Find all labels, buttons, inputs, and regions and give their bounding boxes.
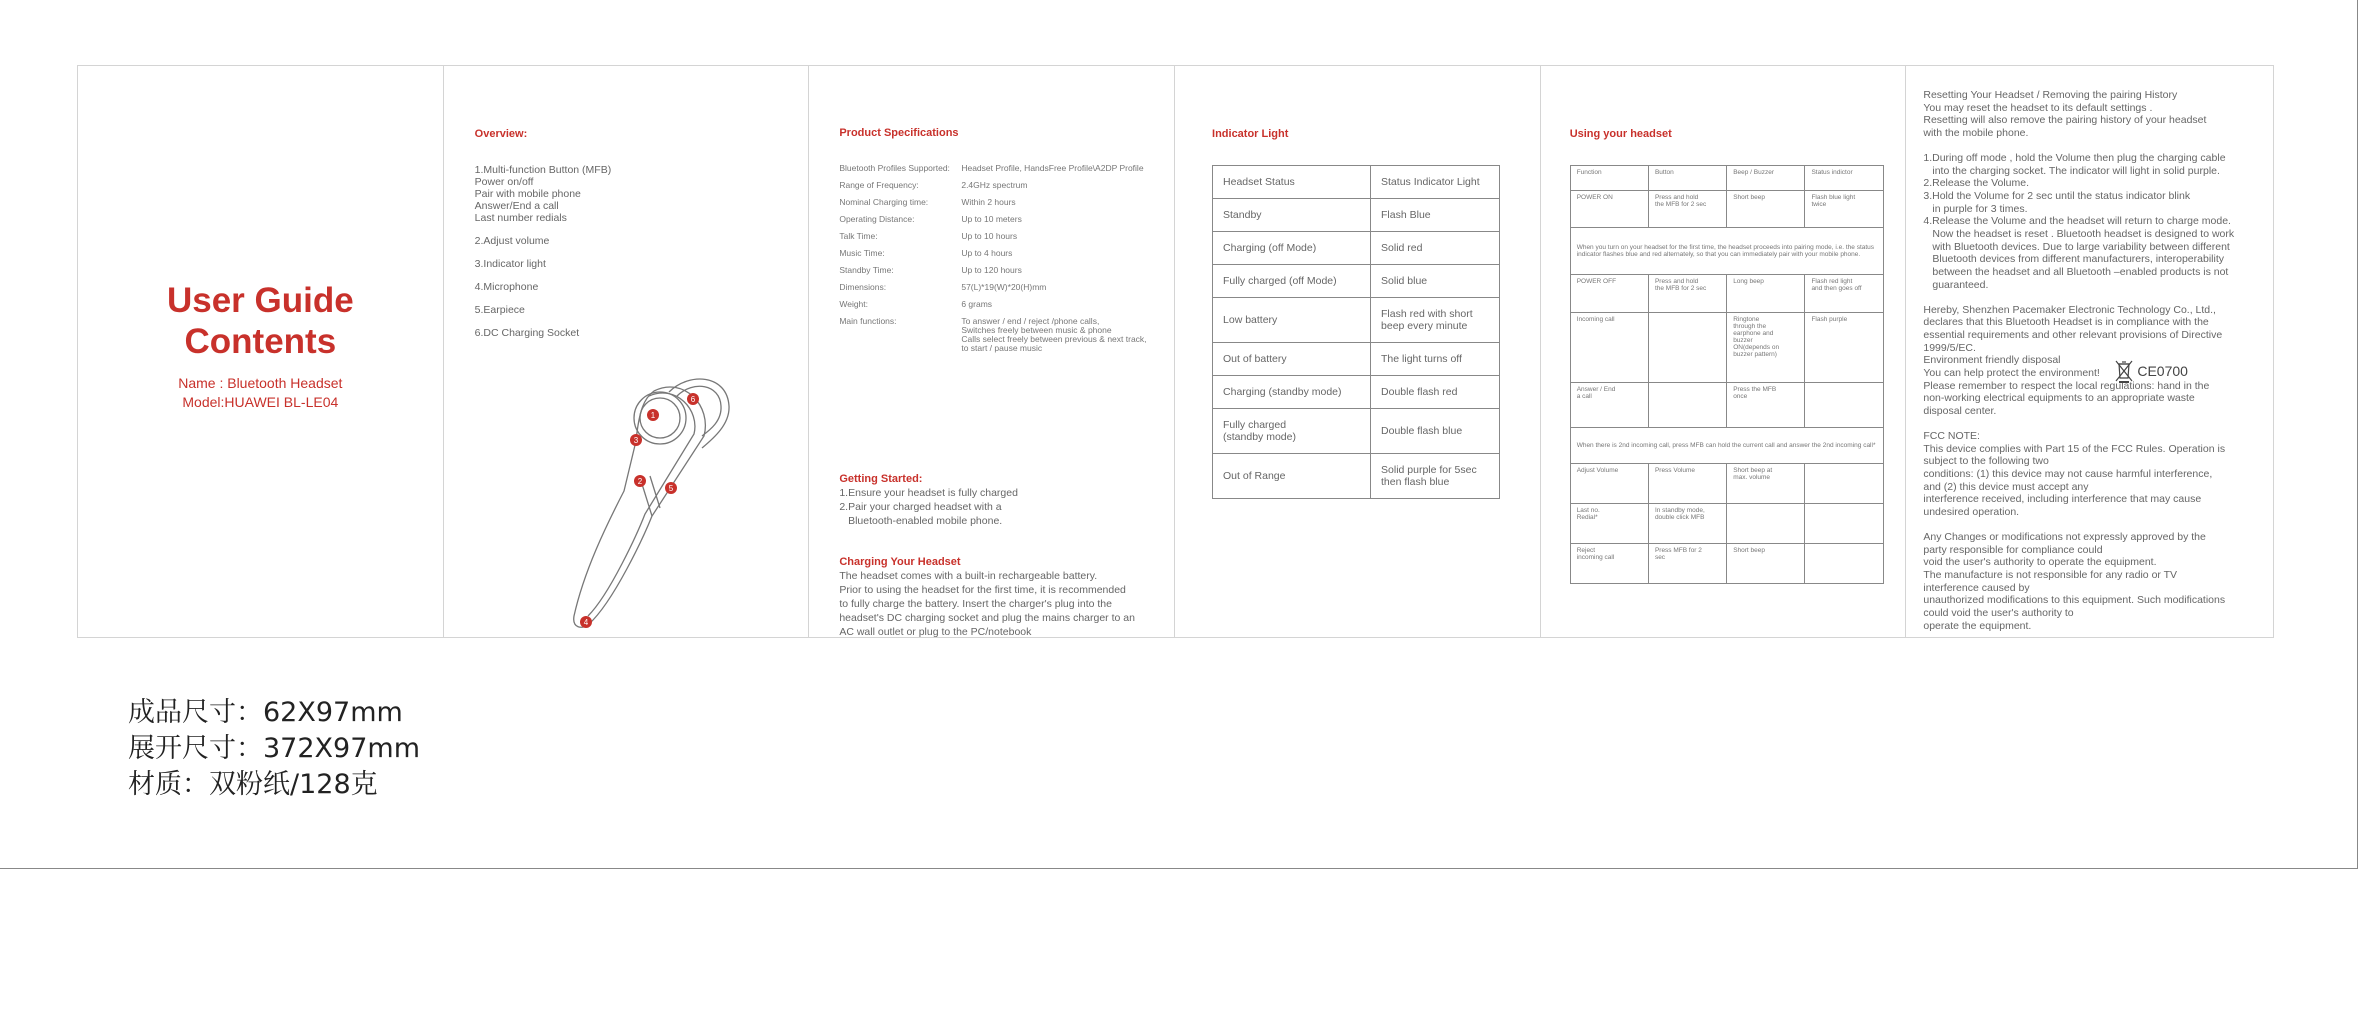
cover-title: [78, 280, 443, 362]
using-cell: Short beep: [1727, 544, 1805, 584]
overview-line: Power on/off: [474, 176, 534, 188]
spec-key: Music Time:: [839, 248, 885, 258]
getting-started-line: 2.Pair your charged headset with a: [839, 501, 1002, 513]
using-table: [1570, 165, 1884, 584]
charging-section: [839, 555, 1175, 637]
specs-title: Product Specifications: [839, 127, 959, 139]
legal-line: with the mobile phone.: [1923, 127, 2029, 140]
indicator-light: Flash Blue: [1371, 199, 1500, 232]
overview-item: [475, 327, 795, 339]
step-line: in purple for 3 times.: [1932, 202, 2028, 215]
indicator-light: Solid purple for 5sec then flash blue: [1371, 454, 1500, 499]
getting-started-text: [839, 486, 1175, 528]
using-cell: Ringtone through the earphone and buzzer ON(depends on buzzer pattern): [1727, 313, 1805, 383]
product-name: Name : Bluetooth Headset: [178, 375, 343, 391]
indicator-light: The light turns off: [1371, 343, 1500, 376]
step-line: Now the headset is reset . Bluetooth headset is designed to work: [1932, 228, 2235, 241]
spec-row: [839, 198, 1175, 207]
step-line: into the charging socket. The indicator will light in solid purple.: [1932, 164, 2220, 177]
callout-1: 1: [650, 411, 655, 420]
legal-line: interference caused by: [1923, 581, 2030, 594]
legal-line: undesired operation.: [1923, 506, 2020, 519]
panel-specifications: [809, 66, 1175, 637]
indicator-light: Flash red with short beep every minute: [1371, 298, 1500, 343]
legal-line: FCC NOTE:: [1923, 429, 1980, 442]
step-line: with Bluetooth devices. Due to large variability between different: [1932, 240, 2230, 253]
using-cell: Press Volume: [1648, 464, 1726, 504]
spec-key: Operating Distance:: [839, 214, 915, 224]
panel-using: [1541, 66, 1907, 637]
charging-title: Charging Your Headset: [839, 556, 961, 568]
legal-line: Please remember to respect the local regulations: hand in the: [1923, 379, 2210, 392]
spec-row: [839, 181, 1175, 190]
overview-item: [475, 164, 795, 224]
legal-line: essential requirements and other relevant provisions of Directive: [1923, 328, 2223, 341]
overview-line: 6.DC Charging Socket: [474, 327, 580, 339]
legal-line: conditions: (1) this device may not cause harmful interference,: [1923, 467, 2213, 480]
using-cell: Long beep: [1727, 275, 1805, 313]
legal-line: Hereby, Shenzhen Pacemaker Electronic Technology Co., Ltd.,: [1923, 303, 2216, 316]
step-line: between the headset and all Bluetooth –enabled products is not: [1932, 266, 2229, 279]
callout-4: 4: [583, 618, 588, 627]
using-cell: Answer / End a call: [1570, 383, 1648, 428]
using-cell: Reject incoming call: [1570, 544, 1648, 584]
spec-row: [839, 300, 1175, 309]
legal-line: non-working electrical equipments to an appropriate waste: [1923, 392, 2195, 405]
panel-indicator: [1175, 66, 1541, 637]
overview-line: Last number redials: [474, 212, 567, 224]
spec-value: Up to 4 hours: [961, 248, 1013, 258]
indicator-status: Low battery: [1213, 298, 1371, 343]
spec-row: [839, 266, 1175, 275]
step-line: 1.During off mode , hold the Volume then plug the charging cable: [1923, 151, 2226, 164]
product-model: Model:HUAWEI BL-LE04: [182, 394, 339, 410]
brochure-layout: [77, 65, 2274, 638]
spec-row: [839, 215, 1175, 224]
legal-line: Resetting Your Headset / Removing the pairing History: [1923, 89, 2178, 101]
paper-material: 材质：双粉纸/128克: [128, 769, 378, 800]
ce-mark: CE0700: [2137, 363, 2188, 379]
charging-line: AC wall outlet or plug to the PC/notebook: [839, 626, 1032, 637]
legal-line: Environment friendly disposal: [1923, 354, 2061, 367]
print-specifications: [128, 695, 420, 803]
getting-started: [839, 472, 1175, 528]
step-line: 3.Hold the Volume for 2 sec until the status indicator blink: [1923, 189, 2191, 202]
indicator-row: [1213, 298, 1500, 343]
legal-line: party responsible for compliance could: [1923, 543, 2103, 556]
charging-line: to fully charge the battery. Insert the charger's plug into the: [839, 598, 1112, 610]
indicator-row: [1213, 409, 1500, 454]
using-cell: POWER OFF: [1570, 275, 1648, 313]
indicator-status: Fully charged (standby mode): [1213, 409, 1371, 454]
using-cell: Press and hold the MFB for 2 sec: [1648, 275, 1726, 313]
getting-started-line: 1.Ensure your headset is fully charged: [839, 487, 1018, 499]
legal-line: You may reset the headset to its default settings .: [1923, 101, 2153, 114]
spec-key: Dimensions:: [839, 282, 887, 292]
using-cell: Button: [1648, 166, 1726, 191]
overview-line: Answer/End a call: [474, 200, 559, 212]
indicator-status: Charging (off Mode): [1213, 232, 1371, 265]
using-cell: [1805, 464, 1883, 504]
charging-text: [839, 569, 1175, 637]
legal-line: subject to the following two: [1923, 455, 2049, 468]
indicator-light: Status Indicator Light: [1371, 166, 1500, 199]
spec-value: 6 grams: [961, 299, 993, 309]
spec-row: [839, 283, 1175, 292]
using-cell: Flash purple: [1805, 313, 1883, 383]
overview-title: Overview:: [474, 128, 528, 140]
indicator-row: [1213, 454, 1500, 499]
using-row: [1570, 313, 1883, 383]
using-cell: In standby mode, double click MFB: [1648, 504, 1726, 544]
overview-line: 2.Adjust volume: [474, 235, 550, 247]
using-title: Using your headset: [1569, 128, 1672, 140]
legal-line: Resetting will also remove the pairing history of your headset: [1923, 114, 2207, 127]
getting-started-line: Bluetooth-enabled mobile phone.: [839, 515, 1003, 527]
overview-list: [475, 164, 795, 350]
spec-key: Main functions:: [839, 316, 897, 326]
legal-line: Any Changes or modifications not expressly approved by the: [1923, 530, 2206, 543]
indicator-table: [1212, 165, 1500, 499]
legal-text: [1923, 89, 2263, 637]
using-cell: Press MFB for 2 sec: [1648, 544, 1726, 584]
using-cell: Press and hold the MFB for 2 sec: [1648, 191, 1726, 228]
using-cell: Beep / Buzzer: [1727, 166, 1805, 191]
legal-line: operate the equipment.: [1923, 619, 2032, 632]
using-row: [1570, 464, 1883, 504]
spec-key: Standby Time:: [839, 265, 894, 275]
indicator-row: [1213, 199, 1500, 232]
spec-value: Within 2 hours: [961, 197, 1016, 207]
callout-3: 3: [633, 436, 638, 445]
spec-row: [839, 164, 1175, 173]
using-note: When you turn on your headset for the first time, the headset proceeds into pairing mode, i.e. the status indicator flashes blue and red alternately, so that you can immediately pair with your mobile phone.: [1570, 228, 1883, 275]
callout-6: 6: [690, 395, 695, 404]
legal-line: void the user's authority to operate the equipment.: [1923, 556, 2157, 569]
overview-line: Pair with mobile phone: [474, 188, 581, 200]
charging-line: Prior to using the headset for the first time, it is recommended: [839, 584, 1126, 596]
legal-line: The manufacture is not responsible for any radio or TV: [1923, 568, 2178, 581]
spec-value: 2.4GHz spectrum: [961, 180, 1028, 190]
spec-value: To answer / end / reject /phone calls, Switches freely between music & phone Calls select freely between previous & next track, to start / pause music: [961, 316, 1147, 353]
indicator-light: Solid red: [1371, 232, 1500, 265]
using-cell: Flash red light and then goes off: [1805, 275, 1883, 313]
spec-value: Headset Profile, HandsFree Profile\A2DP Profile: [961, 163, 1144, 173]
spec-row: [839, 249, 1175, 258]
legal-line: and (2) this device must accept any: [1923, 480, 2089, 493]
cover-title-line1: User Guide: [166, 281, 354, 320]
overview-item: [475, 304, 795, 316]
getting-started-title: Getting Started:: [839, 473, 923, 485]
using-cell: Flash blue light twice: [1805, 191, 1883, 228]
step-line: Bluetooth devices from different manufacturers, interoperability: [1932, 253, 2224, 266]
specs-table: [839, 164, 1175, 361]
indicator-title: Indicator Light: [1212, 128, 1289, 140]
reset-steps: [1923, 152, 2263, 292]
charging-line: The headset comes with a built-in rechargeable battery.: [839, 570, 1098, 582]
panel-cover: [78, 66, 444, 637]
using-row: [1570, 191, 1883, 228]
indicator-status: Fully charged (off Mode): [1213, 265, 1371, 298]
using-cell: Short beep: [1727, 191, 1805, 228]
step-line: 4.Release the Volume and the headset will return to charge mode.: [1923, 215, 2231, 228]
spec-key: Bluetooth Profiles Supported:: [839, 163, 950, 173]
using-row: [1570, 275, 1883, 313]
overview-line: 5.Earpiece: [474, 304, 525, 316]
using-row: [1570, 544, 1883, 584]
legal-line: This device complies with Part 15 of the FCC Rules. Operation is: [1923, 442, 2226, 455]
using-cell: [1805, 544, 1883, 584]
indicator-status: Out of Range: [1213, 454, 1371, 499]
indicator-status: Out of battery: [1213, 343, 1371, 376]
indicator-row: [1213, 343, 1500, 376]
overview-item: [475, 281, 795, 293]
legal-line: interference received, including interference that may cause: [1923, 493, 2202, 506]
panel-overview: [444, 66, 810, 637]
using-cell: POWER ON: [1570, 191, 1648, 228]
spec-value: Up to 10 hours: [961, 231, 1018, 241]
charging-line: headset's DC charging socket and plug the mains charger to an: [839, 612, 1135, 624]
legal-line: unauthorized modifications to this equipment. Such modifications: [1923, 594, 2226, 607]
headset-illustration: [544, 366, 764, 636]
indicator-light: Double flash blue: [1371, 409, 1500, 454]
spec-key: Talk Time:: [839, 231, 878, 241]
using-cell: Last no. Redial*: [1570, 504, 1648, 544]
legal-line: could void the user's authority to: [1923, 607, 2074, 620]
using-note: When there is 2nd incoming call, press MFB can hold the current call and answer the 2nd incoming call*: [1570, 428, 1883, 464]
cover-title-line2: Contents: [184, 322, 337, 361]
weee-bin-icon: [2114, 358, 2134, 384]
using-cell: [1805, 383, 1883, 428]
legal-line: 1999/5/EC.: [1923, 341, 1976, 354]
indicator-row: [1213, 376, 1500, 409]
using-cell: [1648, 313, 1726, 383]
finished-size: 成品尺寸：62X97mm: [128, 697, 403, 728]
using-cell: Adjust Volume: [1570, 464, 1648, 504]
indicator-row: [1213, 265, 1500, 298]
legal-line: You can help protect the environment!: [1923, 367, 2100, 380]
legal-line: declares that this Bluetooth Headset is in compliance with the: [1923, 316, 2209, 329]
using-cell: Function: [1570, 166, 1648, 191]
using-row: [1570, 383, 1883, 428]
unfolded-size: 展开尺寸：372X97mm: [128, 733, 420, 764]
using-row: [1570, 428, 1883, 464]
using-row: [1570, 228, 1883, 275]
spec-value: 57(L)*19(W)*20(H)mm: [961, 282, 1047, 292]
overview-line: 4.Microphone: [474, 281, 539, 293]
callout-5: 5: [668, 484, 673, 493]
using-row: [1570, 166, 1883, 191]
spec-key: Nominal Charging time:: [839, 197, 929, 207]
spec-key: Range of Frequency:: [839, 180, 919, 190]
spec-row: [839, 232, 1175, 241]
overview-line: 3.Indicator light: [474, 258, 546, 270]
using-cell: [1648, 383, 1726, 428]
using-cell: [1727, 504, 1805, 544]
overview-line: 1.Multi-function Button (MFB): [474, 164, 612, 176]
using-cell: Incoming call: [1570, 313, 1648, 383]
step-line: guaranteed.: [1932, 278, 1989, 291]
fcc-section: [1923, 430, 2263, 519]
overview-item: [475, 235, 795, 247]
spec-value: Up to 120 hours: [961, 265, 1022, 275]
using-cell: Short beep at max. volume: [1727, 464, 1805, 504]
callout-2: 2: [637, 477, 642, 486]
reset-section: [1923, 89, 2263, 140]
using-row: [1570, 504, 1883, 544]
panel-legal: [1906, 66, 2273, 637]
legal-line: disposal center.: [1923, 405, 1997, 418]
using-cell: Status indictor: [1805, 166, 1883, 191]
indicator-light: Double flash red: [1371, 376, 1500, 409]
indicator-status: Standby: [1213, 199, 1371, 232]
spec-row: [839, 317, 1175, 353]
changes-section: [1923, 531, 2263, 633]
indicator-row: [1213, 166, 1500, 199]
using-cell: Press the MFB once: [1727, 383, 1805, 428]
indicator-row: [1213, 232, 1500, 265]
using-cell: [1805, 504, 1883, 544]
spec-value: Up to 10 meters: [961, 214, 1022, 224]
indicator-light: Solid blue: [1371, 265, 1500, 298]
overview-item: [475, 258, 795, 270]
declaration-section: [1923, 304, 2263, 418]
indicator-status: Charging (standby mode): [1213, 376, 1371, 409]
cover-subtitle: [78, 374, 443, 412]
spec-key: Weight:: [839, 299, 869, 309]
step-line: 2.Release the Volume.: [1923, 177, 2030, 190]
indicator-status: Headset Status: [1213, 166, 1371, 199]
